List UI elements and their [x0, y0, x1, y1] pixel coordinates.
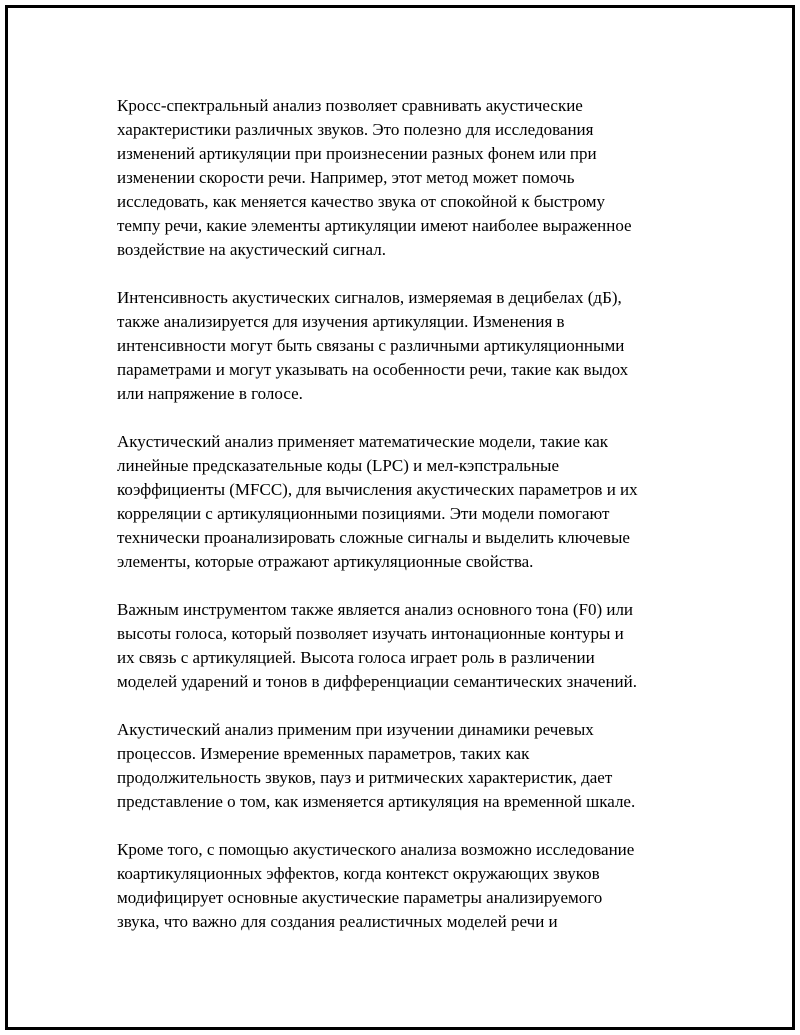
text-line: процессов. Измерение временных параметров, таких как — [117, 744, 530, 763]
text-line: линейные предсказательные коды (LPC) и мел-кэпстральные — [117, 456, 560, 475]
paragraph-1 — [117, 94, 687, 262]
text-line: коэффициенты (MFCC), для вычисления акустических параметров и их — [117, 480, 638, 499]
text-line: исследовать, как меняется качество звука от спокойной к быстрому — [117, 192, 606, 211]
text-line: корреляции с артикуляционными позициями. Эти модели помогают — [117, 504, 610, 523]
text-line: Важным инструментом также является анализ основного тона (F0) или — [117, 600, 634, 619]
text-line: Акустический анализ применяет математические модели, такие как — [117, 432, 609, 451]
text-line: темпу речи, какие элементы артикуляции имеют наиболее выраженное — [117, 216, 632, 235]
document-body — [117, 94, 687, 958]
text-line: звука, что важно для создания реалистичных моделей речи и — [117, 912, 558, 931]
text-line: Интенсивность акустических сигналов, измеряемая в децибелах (дБ), — [117, 288, 622, 307]
text-line: или напряжение в голосе. — [117, 384, 303, 403]
text-line: коартикуляционных эффектов, когда контекст окружающих звуков — [117, 864, 600, 883]
text-line: продолжительность звуков, пауз и ритмических характеристик, дает — [117, 768, 613, 787]
paragraph-4 — [117, 598, 687, 694]
paragraph-3 — [117, 430, 687, 574]
text-line: элементы, которые отражают артикуляционные свойства. — [117, 552, 534, 571]
text-line: модифицирует основные акустические параметры анализируемого — [117, 888, 603, 907]
paragraph-2 — [117, 286, 687, 406]
text-line: Акустический анализ применим при изучении динамики речевых — [117, 720, 594, 739]
text-line: воздействие на акустический сигнал. — [117, 240, 386, 259]
text-line: Кроме того, с помощью акустического анализа возможно исследование — [117, 840, 635, 859]
text-line: высоты голоса, который позволяет изучать интонационные контуры и — [117, 624, 624, 643]
text-line: технически проанализировать сложные сигналы и выделить ключевые — [117, 528, 630, 547]
text-line: интенсивности могут быть связаны с различными артикуляционными — [117, 336, 625, 355]
text-line: представление о том, как изменяется артикуляция на временной шкале. — [117, 792, 636, 811]
paragraph-6 — [117, 838, 687, 934]
text-line: также анализируется для изучения артикуляции. Изменения в — [117, 312, 565, 331]
text-line: изменении скорости речи. Например, этот метод может помочь — [117, 168, 575, 187]
text-line: характеристики различных звуков. Это полезно для исследования — [117, 120, 594, 139]
text-line: моделей ударений и тонов в дифференциации семантических значений. — [117, 672, 638, 691]
text-line: изменений артикуляции при произнесении разных фонем или при — [117, 144, 597, 163]
text-line: параметрами и могут указывать на особенности речи, такие как выдох — [117, 360, 629, 379]
text-line: их связь с артикуляцией. Высота голоса играет роль в различении — [117, 648, 595, 667]
paragraph-5 — [117, 718, 687, 814]
text-line: Кросс-спектральный анализ позволяет сравнивать акустические — [117, 96, 583, 115]
